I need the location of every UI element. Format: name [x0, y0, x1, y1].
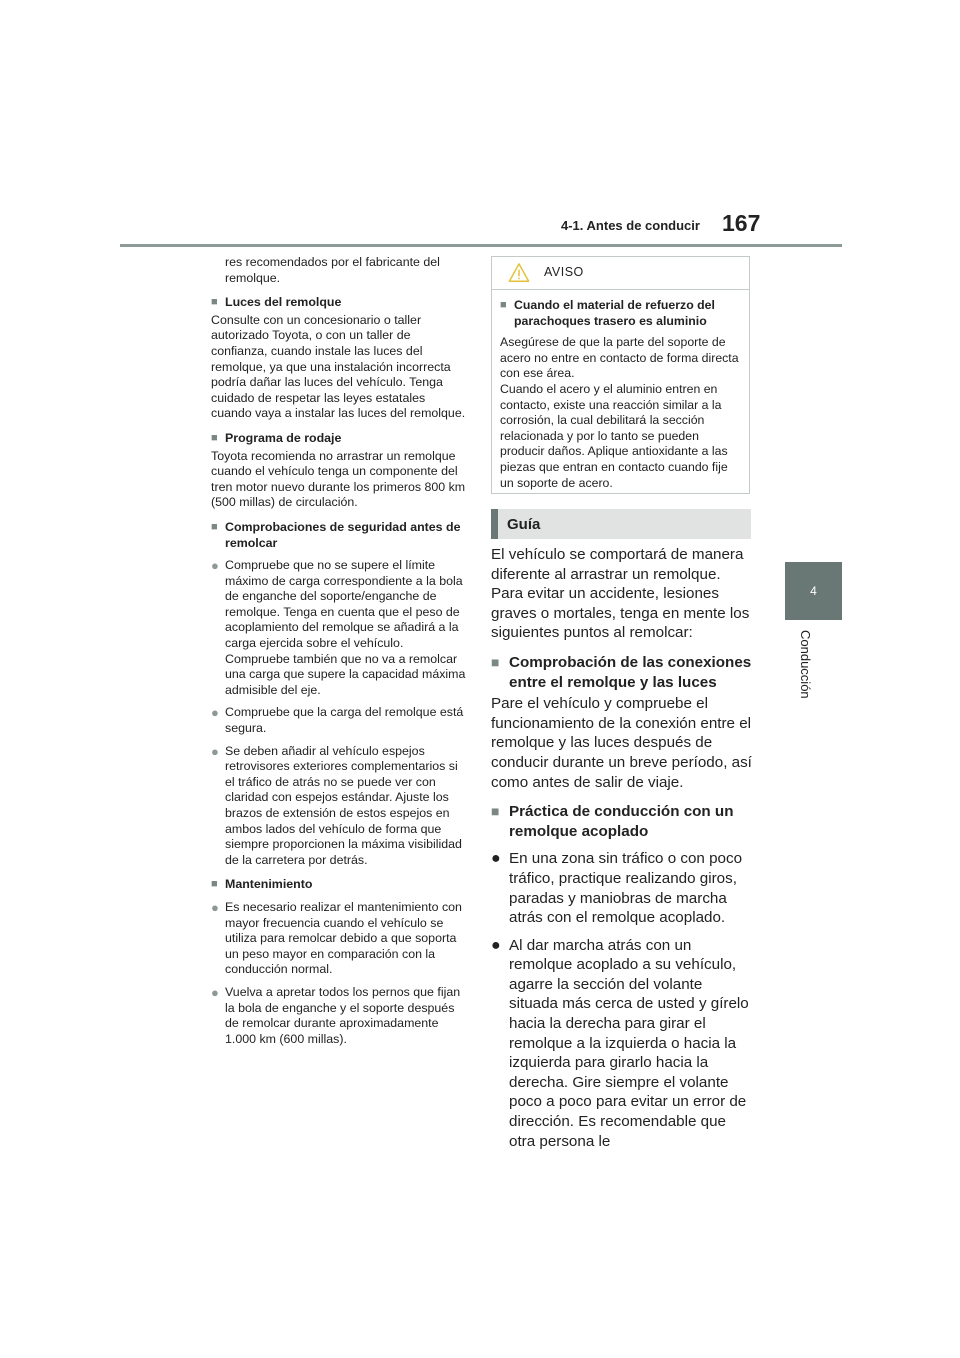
chapter-label: Conducción [798, 630, 813, 699]
round-bullet-icon: ● [211, 743, 219, 759]
square-bullet-icon: ■ [211, 431, 218, 444]
square-bullet-icon: ■ [211, 296, 218, 309]
round-bullet-icon: ● [211, 899, 219, 915]
warning-triangle-icon [508, 262, 530, 284]
square-bullet-icon: ■ [500, 299, 507, 311]
square-bullet-icon: ■ [211, 878, 218, 891]
warning-body: Cuando el acero y el aluminio entren en contacto, existe una reacción similar a la corrosión, la cual debilitará la sección relacionada y por lo tanto se pueden producir daños. Aplique antioxidante a las piezas que entran en contacto cuando fije un soporte de acero. [500, 381, 728, 490]
list-item: ● Se deben añadir al vehículo espejos retrovisores exteriores complementarios si el tráfico de atrás no se puede ver con claridad con espejos estándar. Ajuste los brazos de extensión de estos espejos en ambos lados del vehículo de forma que siempre proporcionen la máxima visibilidad de la carretera por detrás. [211, 743, 462, 867]
list-item: ● Compruebe que no se supere el límite máximo de carga correspondiente a la bola de enganche del soporte/enganche de remolque. Tenga en cuenta que el peso de acoplamiento del remolque se añadirá a la carga ejercida sobre el vehículo. Compruebe también que no va a remolcar una carga que supere la capacidad máxima admisible del eje. [211, 558, 466, 697]
section-heading: ■ Luces del remolque [211, 295, 342, 310]
warning-box-header [492, 257, 749, 290]
round-bullet-icon: ● [491, 936, 501, 954]
section-heading: ■ Comprobación de las conexiones entre el remolque y las luces [491, 653, 752, 691]
list-item: ● Vuelva a apretar todos los pernos que fijan la bola de enganche y el soporte después de remolcar durante aproximadamente 1.000 km (600 millas). [211, 984, 461, 1046]
page-number: 167 [722, 210, 761, 236]
section-body: Consulte con un concesionario o taller autorizado Toyota, o con un taller de confianza, cuando instale las luces del remolque, ya que una instalación incorrecta podría dañar las luces del vehículo. Tenga cuidado de respetar las leyes estatales cuando vaya a instalar las luces del remolque. [211, 312, 466, 421]
section-heading: ■ Comprobaciones de seguridad antes de remolcar [211, 519, 461, 550]
square-bullet-icon: ■ [491, 653, 500, 670]
square-bullet-icon: ■ [491, 803, 500, 820]
list-item: ● Al dar marcha atrás con un remolque acoplado a su vehículo, agarre la sección del volante situada más cerca de usted y gírelo hacia la derecha para girar el remolque a la izquierda o hacia la izquierda para girarlo hacia la derecha. Gire siempre el volante poco a poco para evitar un error de dirección. Es recomendable que otra persona le [491, 936, 749, 1150]
warning-heading: ■ Cuando el material de refuerzo del parachoques trasero es aluminio [500, 298, 715, 328]
list-item: ● Compruebe que la carga del remolque está segura. [211, 705, 464, 736]
section-heading: ■ Mantenimiento [211, 877, 313, 892]
list-item: ● En una zona sin tráfico o con poco tráfico, practique realizando giros, paradas y maniobras de marcha atrás con el remolque acoplado. [491, 850, 743, 927]
round-bullet-icon: ● [211, 984, 219, 1000]
warning-body: Asegúrese de que la parte del soporte de acero no entre en contacto de forma directa con ese área. [500, 335, 739, 381]
square-bullet-icon: ■ [211, 520, 218, 533]
warning-label: AVISO [544, 265, 584, 280]
intro-continuation: res recomendados por el fabricante del remolque. [225, 255, 440, 285]
right-column [491, 545, 755, 1151]
warning-box-body [492, 290, 749, 491]
chapter-number: 4 [810, 584, 817, 598]
left-column [211, 255, 469, 1047]
section-body: Pare el vehículo y compruebe el funcionamiento de la conexión entre el remolque y las luces después de conducir durante un breve período, así como antes de salir de viaje. [491, 695, 752, 791]
header-rule [120, 244, 842, 247]
round-bullet-icon: ● [211, 705, 219, 721]
guide-heading: Guía [491, 509, 751, 539]
section-heading: ■ Programa de rodaje [211, 430, 342, 445]
section-title: 4-1. Antes de conducir [561, 218, 700, 233]
round-bullet-icon: ● [211, 558, 219, 574]
warning-box [491, 256, 750, 494]
section-body: Toyota recomienda no arrastrar un remolque cuando el vehículo tenga un componente del tren motor nuevo durante los primeros 800 km (500 millas) de circulación. [211, 448, 466, 510]
guide-intro: El vehículo se comportará de manera diferente al arrastrar un remolque. Para evitar un accidente, lesiones graves o mortales, tenga en mente los siguientes puntos al remolcar: [491, 546, 750, 642]
round-bullet-icon: ● [491, 850, 501, 868]
chapter-tab [785, 562, 842, 620]
section-heading: ■ Práctica de conducción con un remolque acoplado [491, 803, 734, 840]
list-item: ● Es necesario realizar el mantenimiento con mayor frecuencia cuando el vehículo se utiliza para remolcar debido a que soporta un peso mayor en comparación con la conducción normal. [211, 899, 462, 977]
